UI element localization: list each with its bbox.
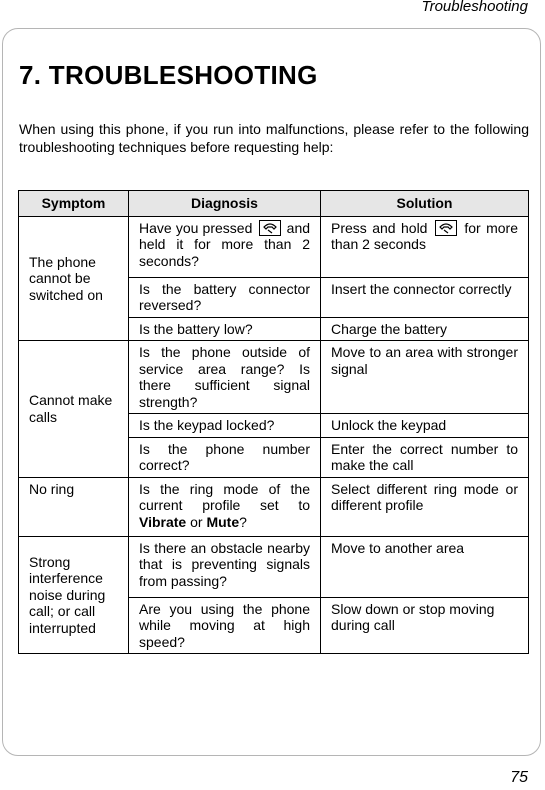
- solution-cell: Move to an area with stronger signal: [321, 341, 529, 414]
- table-header-row: [19, 191, 529, 217]
- intro-paragraph: When using this phone, if you run into malfunctions, please refer to the following troubleshooting techniques before requesting help:: [19, 121, 529, 155]
- solution-cell: Move to another area: [321, 536, 529, 597]
- diagnosis-cell: Is the keypad locked?: [129, 414, 321, 438]
- running-header: Troubleshooting: [421, 0, 528, 15]
- diagnosis-cell: [129, 477, 321, 536]
- table-row: [19, 216, 529, 277]
- table-row: [19, 341, 529, 414]
- symptom-cell: The phone cannot be switched on: [19, 216, 129, 341]
- header-symptom: Symptom: [19, 191, 129, 217]
- diagnosis-cell: [129, 216, 321, 277]
- page-number: 75: [510, 769, 528, 786]
- header-diagnosis: Diagnosis: [129, 191, 321, 217]
- symptom-cell: Strong interference noise during call; or call interrupted: [19, 536, 129, 654]
- symptom-cell: Cannot make calls: [19, 341, 129, 478]
- table-row: [19, 536, 529, 597]
- diagnosis-cell: Is there an obstacle nearby that is preventing signals from passing?: [129, 536, 321, 597]
- diagnosis-text: or: [190, 513, 203, 530]
- solution-cell: [321, 216, 529, 277]
- diagnosis-cell: Is the battery connector reversed?: [129, 277, 321, 317]
- solution-cell: Charge the battery: [321, 317, 529, 341]
- diagnosis-cell: Are you using the phone while moving at high speed?: [129, 597, 321, 654]
- solution-cell: Unlock the keypad: [321, 414, 529, 438]
- end-call-key-icon: [435, 220, 457, 236]
- diagnosis-text: Is the ring mode of the current profile set to: [139, 480, 310, 513]
- page-title: 7. TROUBLESHOOTING: [19, 60, 318, 90]
- solution-cell: Select different ring mode or different profile: [321, 477, 529, 536]
- diagnosis-text: and held it for more than 2 seconds?: [139, 219, 311, 269]
- mute-mode-label: Mute: [206, 513, 240, 530]
- solution-text: Press and hold: [331, 219, 428, 236]
- diagnosis-cell: Is the phone number correct?: [129, 437, 321, 477]
- symptom-cell: No ring: [19, 477, 129, 536]
- diagnosis-text: Have you pressed: [139, 219, 253, 236]
- solution-text: for more than 2 seconds: [331, 219, 519, 252]
- vibrate-mode-label: Vibrate: [139, 513, 187, 530]
- troubleshooting-table: [18, 190, 529, 654]
- table-row: [19, 477, 529, 536]
- solution-cell: Slow down or stop moving during call: [321, 597, 529, 654]
- solution-cell: Enter the correct number to make the call: [321, 437, 529, 477]
- diagnosis-cell: Is the battery low?: [129, 317, 321, 341]
- solution-cell: Insert the connector correctly: [321, 277, 529, 317]
- diagnosis-cell: Is the phone outside of service area range? Is there sufficient signal strength?: [129, 341, 321, 414]
- header-solution: Solution: [321, 191, 529, 217]
- end-call-key-icon: [259, 220, 281, 236]
- diagnosis-text: ?: [239, 513, 247, 530]
